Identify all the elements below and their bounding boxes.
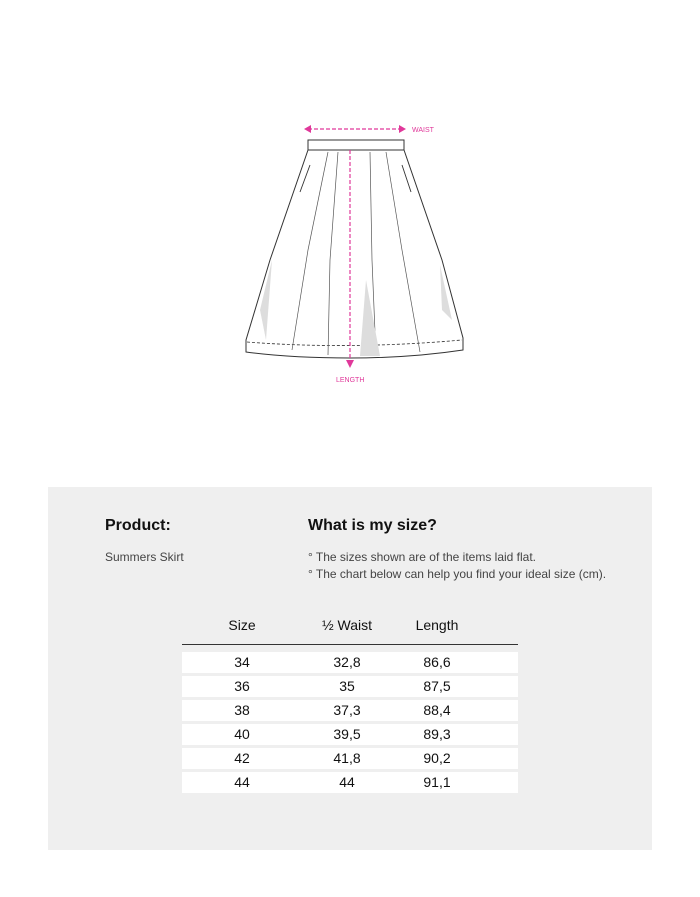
table-row <box>182 772 518 793</box>
cell-half-waist: 37,3 <box>333 702 361 718</box>
header-size: Size <box>228 617 256 633</box>
skirt-illustration <box>230 110 490 400</box>
waist-label: WAIST <box>412 127 434 134</box>
cell-half-waist: 44 <box>339 774 355 790</box>
table-row <box>182 748 518 769</box>
cell-length: 86,6 <box>423 654 451 670</box>
skirt-outline <box>308 140 404 150</box>
cell-half-waist: 39,5 <box>333 726 361 742</box>
product-name: Summers Skirt <box>105 550 184 564</box>
cell-length: 87,5 <box>423 678 451 694</box>
header-half-waist: ½ Waist <box>321 617 373 633</box>
cell-size: 34 <box>234 654 250 670</box>
table-row <box>182 724 518 745</box>
cell-half-waist: 35 <box>339 678 355 694</box>
table-header <box>182 617 518 645</box>
size-guide-heading: What is my size? <box>308 517 437 534</box>
cell-length: 90,2 <box>423 750 451 766</box>
cell-size: 44 <box>234 774 250 790</box>
cell-half-waist: 41,8 <box>333 750 361 766</box>
table-row <box>182 676 518 697</box>
cell-size: 38 <box>234 702 250 718</box>
cell-length: 91,1 <box>423 774 451 790</box>
size-note: ° The chart below can help you find your ideal size (cm). <box>308 567 607 581</box>
table-row <box>182 700 518 721</box>
product-heading: Product: <box>105 517 171 534</box>
cell-size: 42 <box>234 750 250 766</box>
cell-size: 36 <box>234 678 250 694</box>
cell-length: 89,3 <box>423 726 451 742</box>
length-label: LENGTH <box>336 377 365 384</box>
size-guide-panel <box>48 487 652 850</box>
header-length: Length <box>415 617 459 633</box>
cell-half-waist: 32,8 <box>333 654 361 670</box>
cell-length: 88,4 <box>423 702 451 718</box>
cell-size: 40 <box>234 726 250 742</box>
size-table <box>182 617 518 793</box>
skirt-body <box>246 150 463 358</box>
size-note: ° The sizes shown are of the items laid flat. <box>308 550 537 564</box>
table-row <box>182 652 518 673</box>
